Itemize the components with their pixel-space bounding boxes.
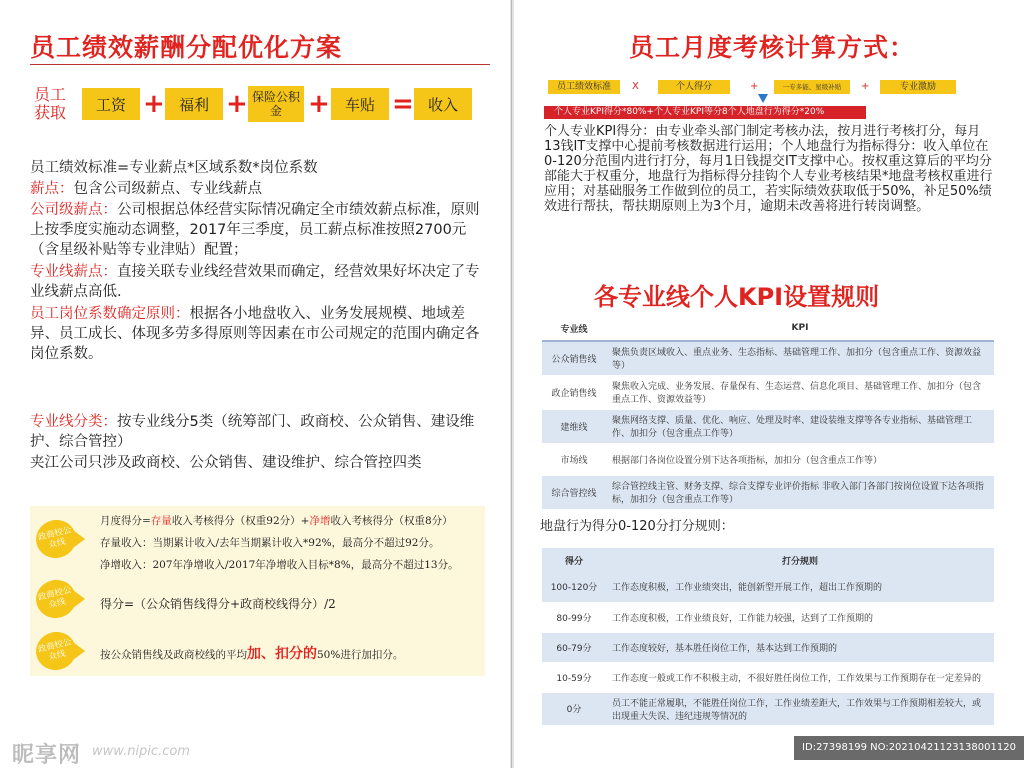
kpi-line-name: 综合管控线 xyxy=(542,475,606,509)
kpi-line-name: 市场线 xyxy=(542,443,606,475)
kpi-line-desc: 根据部门各岗位设置分别下达各项指标，加扣分（包含重点工作等） xyxy=(606,443,994,475)
text-score-explanation: 个人专业KPI得分：由专业牵头部门制定考核办法，按月进行考核打分，每月13钱IT支撑中心提前考核数据进行运用；个人地盘行为指标得分：收入单位在0-120分范围内进行打分，每月1日钱提交IT支撑中心。按权重这算后的平均分部能大于权重分，地盘行为指标得分挂钩个人专业考核结果*地盘考核权重进行应用；对基础服务工作做到位的员工，若实际绩效获取低于50%，补足50%绩效进行帮扶，帮扶期原则上为3个月，逾期未改善将进行转岗调整。 xyxy=(544,124,993,214)
formula-monthly-score xyxy=(100,513,453,528)
chip-professional-incentive: 专业激励 xyxy=(880,80,956,94)
formula-net-label: 净增 xyxy=(309,515,331,527)
label-company-points: 公司级薪点： xyxy=(30,202,117,218)
table-row xyxy=(542,692,994,725)
earn-label: 员工获取 xyxy=(33,85,66,122)
plus-sign: + xyxy=(226,89,248,119)
personal-score-formula: 个人专业KPI得分*80%+个人专业KPI等分8个人地盘行为得分*20% xyxy=(544,106,866,119)
left-page xyxy=(0,0,510,768)
kpi-line-desc: 聚焦网络支撑、质量、优化、响应、处理及时率、建设装维支撑等各专业指标、基础管理工作、加扣分（包含重点工作等） xyxy=(606,409,994,443)
text-performance-standard: 员工绩效标准=专业薪点*区域系数*岗位系数 xyxy=(30,160,318,176)
kpi-line-desc: 聚焦负责区域收入、重点业务、生态指标、基础管理工作、加扣分（包含重点工作、资源效益等） xyxy=(606,341,994,375)
score-range: 0分 xyxy=(542,692,606,725)
arrow-down-icon xyxy=(758,94,768,103)
kpi-table xyxy=(542,316,994,510)
table-row xyxy=(542,662,994,692)
score-rule: 员工不能正常履职，不能胜任岗位工作，工作业绩差距大，工作效果与工作预期相差较大，或出现重大失误、违纪违规等情况的 xyxy=(606,692,994,725)
score-rule: 工作态度积极，工作业绩良好，工作能力较强，达到了工作预期的 xyxy=(606,602,994,632)
text-salary-points xyxy=(30,179,485,199)
score-rules-heading: 地盘行为得分0-120分打分规则： xyxy=(540,519,734,534)
right-page xyxy=(514,0,1024,768)
multiply-sign: X xyxy=(632,81,639,92)
score-range: 10-59分 xyxy=(542,662,606,692)
kpi-line-desc: 聚焦收入完成、业务发展、存量保有、生态运营、信息化项目、基础管理工作、加扣分（包含重点工作、资源效益等） xyxy=(606,375,994,409)
watermark-url: www.nipic.com xyxy=(92,744,190,759)
kpi-line-name: 政企销售线 xyxy=(542,375,606,409)
earn-chip-salary: 工资 xyxy=(82,88,140,120)
formula-adjustment-c: 50%进行加扣分。 xyxy=(317,649,404,661)
earn-chip-insurance: 保险公积金 xyxy=(248,86,304,122)
plus-sign: + xyxy=(750,81,759,92)
kpi-line-name: 建维线 xyxy=(542,409,606,443)
earn-chip-income: 收入 xyxy=(414,88,472,120)
text-line-classification-body: 按专业线分5类（统筹部门、政商校、公众销售、建设维护、综合管控） xyxy=(30,414,475,450)
badge-arrow xyxy=(73,530,85,548)
kpi-header-line: 专业线 xyxy=(542,316,606,341)
kpi-rules-title: 各专业线个人KPI设置规则 xyxy=(594,283,880,311)
formula-monthly-score-c: 收入考核得分（权重92分）+ xyxy=(171,515,310,527)
title-underline xyxy=(30,64,490,65)
score-header-score: 得分 xyxy=(542,548,606,572)
label-position-factor: 员工岗位系数确定原则： xyxy=(30,306,190,322)
label-line-points: 专业线薪点： xyxy=(30,264,117,280)
text-position-factor-body: 根据各小地盘收入、业务发展规模、地域差异、员工成长、体现多劳多得原则等因素在市公司规定的范围内确定各岗位系数。 xyxy=(30,306,480,362)
text-salary-points-body: 包含公司级薪点、专业线薪点 xyxy=(73,181,262,197)
table-row xyxy=(542,602,994,632)
formula-stock-income: 存量收入：当期累计收入/去年当期累计收入*92%，最高分不超过92分。 xyxy=(100,537,440,549)
kpi-line-name: 公众销售线 xyxy=(542,341,606,375)
label-salary-points: 薪点： xyxy=(30,181,74,197)
formula-adjustment-highlight: 加、扣分的 xyxy=(247,646,317,662)
formula-monthly-score-e: 收入考核得分（权重8分） xyxy=(330,515,453,527)
badge-gov-public-line: 政商校公众线 xyxy=(32,576,80,623)
kpi-line-desc: 综合管控线主管、财务支撑、综合支撑专业评价指标 非收入部门各部门按岗位设置下达各项指标，加扣分（包含重点工作等） xyxy=(606,475,994,509)
formula-average-score: 得分=（公众销售线得分+政商校线得分）/2 xyxy=(100,597,336,611)
kpi-header-kpi: KPI xyxy=(606,316,994,341)
text-line-classification xyxy=(30,412,485,452)
badge-gov-public-line: 政商校公众线 xyxy=(32,516,80,563)
table-row xyxy=(542,632,994,662)
badge-arrow xyxy=(73,642,85,660)
badge-gov-public-line: 政商校公众线 xyxy=(32,628,80,675)
plus-sign: + xyxy=(143,89,165,119)
table-row xyxy=(542,375,994,409)
formula-stock-label: 存量 xyxy=(150,515,172,527)
plus-sign: + xyxy=(308,89,330,119)
text-jiajiang-scope: 夹江公司只涉及政商校、公众销售、建设维护、综合管控四类 xyxy=(30,455,422,471)
score-rule: 工作态度积极，工作业绩突出，能创新型开展工作，超出工作预期的 xyxy=(606,572,994,602)
score-range: 80-99分 xyxy=(542,602,606,632)
table-row xyxy=(542,572,994,602)
earn-chip-welfare: 福利 xyxy=(165,88,223,120)
text-company-points-body: 公司根据总体经营实际情况确定全市绩效薪点标准，原则上按季度实施动态调整，2017年三季度，员工薪点标准按照2700元（含星级补贴等专业津贴）配置； xyxy=(30,202,480,258)
formula-adjustment xyxy=(100,643,403,663)
text-company-points xyxy=(30,200,485,260)
chip-performance-standard: 员工绩效标准 xyxy=(548,80,620,94)
score-rule: 工作态度一般或工作不积极主动，不很好胜任岗位工作，工作效果与工作预期存在一定差异的 xyxy=(606,662,994,692)
score-range: 100-120分 xyxy=(542,572,606,602)
equals-sign: = xyxy=(392,89,414,119)
watermark-id: ID:27398199 NO:20210421123138001120 xyxy=(794,736,1024,760)
text-line-points xyxy=(30,262,485,302)
left-page-title: 员工绩效薪酬分配优化方案 xyxy=(30,33,343,62)
text-position-factor xyxy=(30,304,485,364)
table-row xyxy=(542,409,994,443)
formula-adjustment-a: 按公众销售线及政商校线的平均 xyxy=(100,649,247,661)
score-table xyxy=(542,548,994,726)
formula-monthly-score-a: 月度得分= xyxy=(100,515,151,527)
score-header-rule: 打分规则 xyxy=(606,548,994,572)
label-line-classification: 专业线分类： xyxy=(30,414,117,430)
badge-arrow xyxy=(73,590,85,608)
score-range: 60-79分 xyxy=(542,632,606,662)
earn-chip-car-allowance: 车贴 xyxy=(331,88,389,120)
text-line-points-body: 直接关联专业线经营效果而确定，经营效果好坏决定了专业线薪点高低. xyxy=(30,264,480,300)
table-row xyxy=(542,475,994,509)
chip-multi-skill-bonus: 一专多能、星级补贴 xyxy=(774,80,850,94)
formula-net-income: 净增收入：207年净增收入/2017年净增收入目标*8%，最高分不超过13分。 xyxy=(100,559,459,571)
watermark-logo: 昵享网 xyxy=(12,743,82,768)
plus-sign: + xyxy=(861,81,870,92)
table-row xyxy=(542,443,994,475)
chip-personal-score: 个人得分 xyxy=(658,80,730,94)
right-page-title: 员工月度考核计算方式： xyxy=(629,33,916,62)
table-row xyxy=(542,341,994,375)
score-rule: 工作态度较好，基本胜任岗位工作，基本达到工作预期的 xyxy=(606,632,994,662)
